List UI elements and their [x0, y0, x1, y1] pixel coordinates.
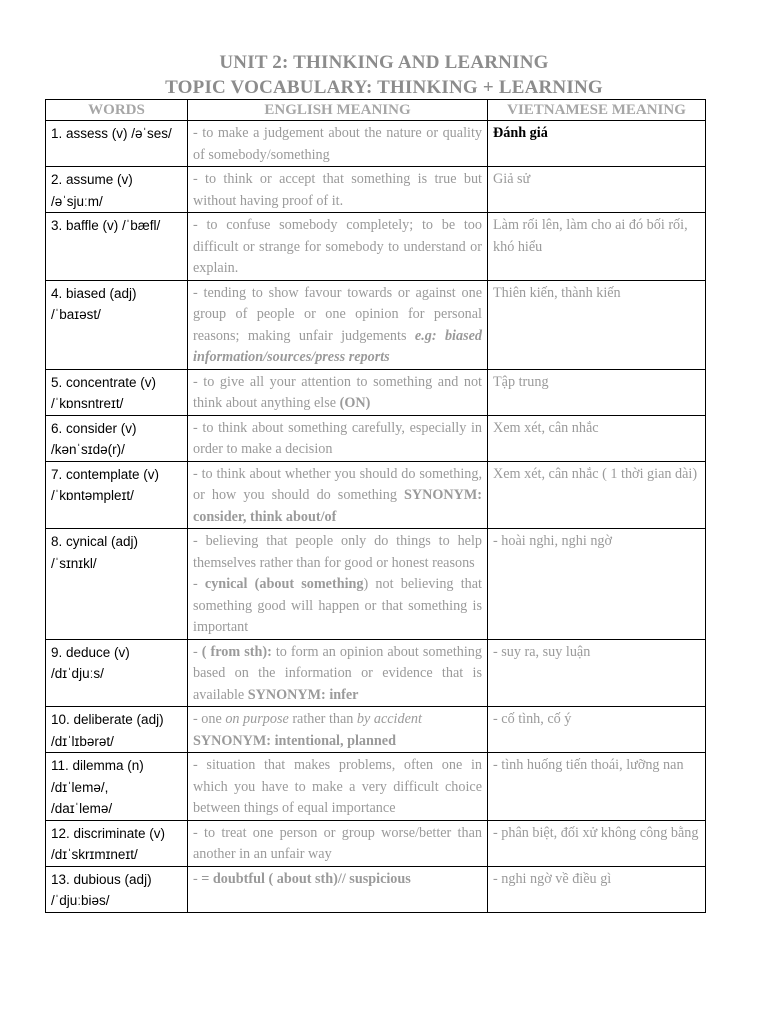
- table-row: [46, 167, 706, 213]
- synonym-note: SYNONYM: infer: [247, 686, 359, 703]
- table-row: [46, 369, 706, 415]
- word-pronunciation: /ˈkɒnsntreɪt/: [51, 396, 124, 411]
- word-pronunciation-alt: /daɪˈlemə/: [51, 801, 113, 816]
- word-pronunciation: /dɪˈlemə/,: [51, 779, 109, 795]
- table-row: [46, 707, 706, 753]
- word-text: 4. biased (adj): [51, 285, 137, 301]
- english-meaning-cell: - situation that makes problems, often one in which you have to make a very difficult choice between things of equal importance: [188, 753, 488, 821]
- synonym-note: = doubtful ( about sth)// suspicious: [201, 870, 411, 887]
- word-cell: [46, 639, 188, 707]
- table-header-row: [46, 100, 706, 121]
- table-row: [46, 121, 706, 167]
- topic-title: TOPIC VOCABULARY: THINKING + LEARNING: [165, 77, 603, 98]
- vietnamese-meaning-cell: - hoài nghi, nghi ngờ: [488, 529, 706, 640]
- emphasis-text: on purpose: [225, 711, 289, 727]
- word-text: 9. deduce (v): [51, 644, 130, 660]
- word-cell: [46, 213, 188, 281]
- vietnamese-meaning-cell: [488, 121, 706, 167]
- definition-text: - to give all your attention to something and not think about anything else: [193, 373, 482, 411]
- word-cell: [46, 461, 188, 529]
- word-pronunciation: /ˈsɪnɪkl/: [51, 555, 97, 571]
- header-english-meaning: ENGLISH MEANING: [188, 100, 488, 121]
- definition-text: to form an opinion about something based on the information or evidence that is available: [193, 643, 482, 703]
- vietnamese-meaning-cell: - suy ra, suy luận: [488, 639, 706, 707]
- english-meaning-cell: - to think about something carefully, especially in order to make a decision: [188, 415, 488, 461]
- vietnamese-meaning-cell: Xem xét, cân nhắc ( 1 thời gian dài): [488, 461, 706, 529]
- vietnamese-meaning-cell: Thiên kiến, thành kiến: [488, 280, 706, 369]
- vietnamese-meaning-cell: Làm rối lên, làm cho ai đó bối rối, khó hiểu: [488, 213, 706, 281]
- document-title: [0, 50, 768, 100]
- english-meaning-cell: [188, 529, 488, 640]
- english-meaning-cell: - to think or accept that something is true but without having proof of it.: [188, 167, 488, 213]
- english-meaning-cell: - to make a judgement about the nature or quality of somebody/something: [188, 121, 488, 167]
- word-cell: [46, 753, 188, 821]
- word-pronunciation: /dɪˈskrɪmɪneɪt/: [51, 847, 138, 862]
- definition-text: rather than: [288, 711, 357, 727]
- english-meaning-cell: - to treat one person or group worse/better than another in an unfair way: [188, 820, 488, 866]
- word-cell: [46, 529, 188, 640]
- unit-title: UNIT 2: THINKING AND LEARNING: [219, 52, 549, 73]
- definition-text: - one: [193, 711, 226, 727]
- word-text: 6. consider (v): [51, 420, 137, 436]
- table-row: [46, 529, 706, 640]
- table-row: [46, 639, 706, 707]
- word-pronunciation: /ˈkɒntəmpleɪt/: [51, 488, 134, 503]
- preposition-note: (ON): [339, 395, 371, 411]
- dash: -: [193, 643, 202, 660]
- definition-text: - tending to show favour towards or against one group of people or one opinion for personal reasons; making unfair judgements: [193, 284, 482, 344]
- english-meaning-cell: [188, 639, 488, 707]
- word-cell: [46, 167, 188, 213]
- word-pronunciation: /dɪˈdjuːs/: [51, 666, 104, 681]
- word-pronunciation: /ˈbaɪəst/: [51, 307, 101, 322]
- definition-text: - believing that people only do things to help themselves rather than for good or honest reasons: [193, 533, 482, 571]
- word-pronunciation: /ˈdjuːbiəs/: [51, 893, 110, 908]
- english-meaning-cell: [188, 369, 488, 415]
- example-text: e.g: biased information/sources/press reports: [193, 327, 482, 365]
- word-text: 1. assess (v) /əˈses/: [51, 126, 172, 141]
- table-row: [46, 820, 706, 866]
- vietnamese-meaning-cell: Giả sử: [488, 167, 706, 213]
- table-row: [46, 866, 706, 912]
- vietnamese-text: Đánh giá: [493, 125, 548, 141]
- preposition-note: ( from sth):: [201, 643, 272, 660]
- vietnamese-meaning-cell: - tình huống tiến thoái, lưỡng nan: [488, 753, 706, 821]
- table-row: [46, 415, 706, 461]
- word-text: 7. contemplate (v): [51, 466, 160, 482]
- second-definition: [193, 574, 482, 639]
- word-pronunciation: /dɪˈlɪbərət/: [51, 733, 114, 749]
- synonym-note: SYNONYM: consider, think about/of: [193, 487, 483, 525]
- english-meaning-cell: [188, 280, 488, 369]
- word-text: 13. dubious (adj): [51, 871, 152, 887]
- english-meaning-cell: - to confuse somebody completely; to be too difficult or strange for somebody to understand or explain.: [188, 213, 488, 281]
- word-text: 3. baffle (v) /ˈbæfl/: [51, 218, 161, 233]
- synonym-note: SYNONYM: intentional, planned: [193, 732, 396, 749]
- word-cell: [46, 866, 188, 912]
- usage-note: cynical (about something: [204, 576, 364, 592]
- word-cell: [46, 369, 188, 415]
- vietnamese-meaning-cell: Xem xét, cân nhắc: [488, 415, 706, 461]
- vietnamese-meaning-cell: - nghi ngờ về điều gì: [488, 866, 706, 912]
- table-row: [46, 461, 706, 529]
- vietnamese-meaning-cell: - cố tình, cố ý: [488, 707, 706, 753]
- word-text: 10. deliberate (adj): [51, 712, 164, 727]
- vietnamese-meaning-cell: - phân biệt, đối xử không công bằng: [488, 820, 706, 866]
- word-pronunciation: /kənˈsɪdə(r)/: [51, 442, 125, 457]
- table-row: [46, 213, 706, 281]
- word-text: 11. dilemma (n): [51, 758, 144, 773]
- vietnamese-meaning-cell: Tập trung: [488, 369, 706, 415]
- word-cell: [46, 121, 188, 167]
- definition-line: [193, 709, 482, 731]
- word-cell: [46, 415, 188, 461]
- word-text: 12. discriminate (v): [51, 825, 166, 841]
- word-cell: [46, 820, 188, 866]
- word-text: 8. cynical (adj): [51, 534, 139, 549]
- english-meaning-cell: [188, 866, 488, 912]
- definition-text: - to think about whether you should do something, or how you should do something: [193, 465, 482, 503]
- dash: -: [193, 870, 202, 887]
- dash: -: [193, 576, 205, 592]
- word-text: 5. concentrate (v): [51, 374, 157, 390]
- vocabulary-table: [45, 99, 706, 913]
- word-cell: [46, 707, 188, 753]
- english-meaning-cell: [188, 461, 488, 529]
- word-cell: [46, 280, 188, 369]
- header-vietnamese-meaning: VIETNAMESE MEANING: [488, 100, 706, 121]
- word-text: 2. assume (v): [51, 172, 133, 187]
- header-words: WORDS: [46, 100, 188, 121]
- word-pronunciation: /əˈsjuːm/: [51, 193, 103, 209]
- table-row: [46, 753, 706, 821]
- definition-text: ) not believing that something good will happen or that something is important: [193, 576, 482, 635]
- table-row: [46, 280, 706, 369]
- emphasis-text: by accident: [356, 711, 422, 727]
- english-meaning-cell: [188, 707, 488, 753]
